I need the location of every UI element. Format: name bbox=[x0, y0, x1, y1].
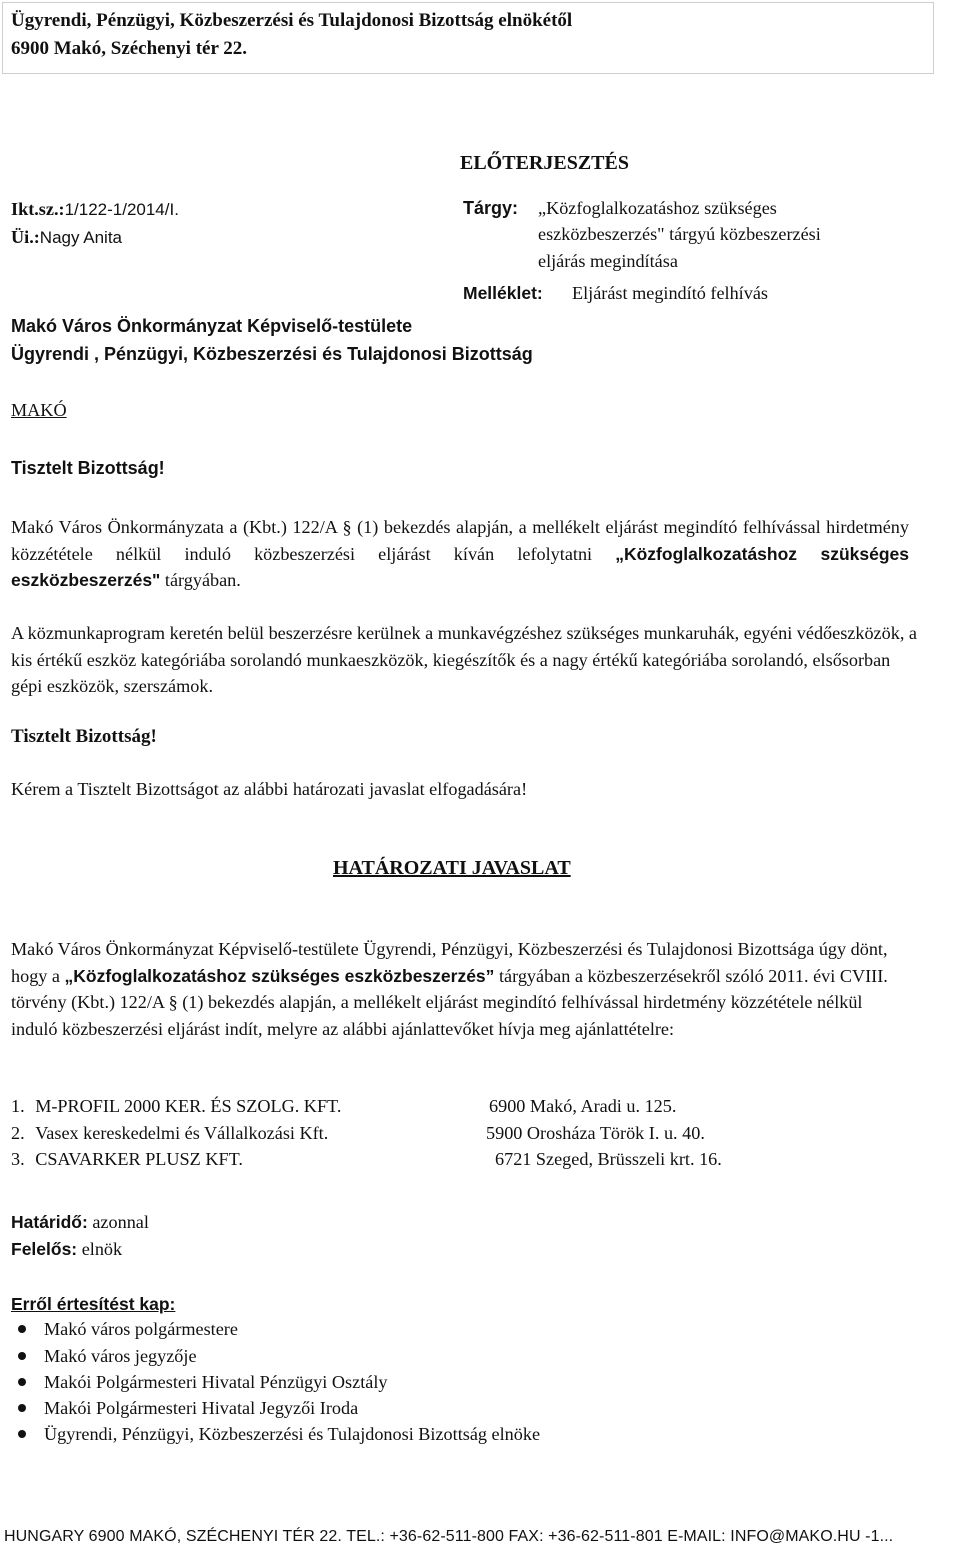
subject-line-2: eszközbeszerzés" tárgyú közbeszerzési bbox=[538, 224, 821, 244]
bidder-number: 1. bbox=[11, 1096, 25, 1116]
greeting-first: Tisztelt Bizottság! bbox=[11, 458, 165, 478]
document-type-title: ELŐTERJESZTÉS bbox=[460, 152, 629, 174]
reference-number-label: Ikt.sz.: bbox=[11, 199, 65, 219]
letterhead-address: 6900 Makó, Széchenyi tér 22. bbox=[11, 38, 248, 59]
addressee-city: MAKÓ bbox=[11, 400, 67, 420]
notification-title: Erről értesítést kap: bbox=[11, 1294, 176, 1314]
bullet-icon bbox=[18, 1430, 26, 1438]
notification-item bbox=[18, 1424, 540, 1445]
addressee-committee: Ügyrendi , Pénzügyi, Közbeszerzési és Tulajdonosi Bizottság bbox=[11, 344, 533, 364]
letterhead-sender: Ügyrendi, Pénzügyi, Közbeszerzési és Tulajdonosi Bizottság elnökétől bbox=[11, 10, 573, 31]
case-handler-label: Üi.: bbox=[11, 227, 40, 247]
responsible-label: Felelős: bbox=[11, 1239, 78, 1259]
resolution-paragraph bbox=[11, 936, 909, 1042]
request-sentence: Kérem a Tisztelt Bizottságot az alábbi határozati javaslat elfogadására! bbox=[11, 779, 528, 799]
bidder-address: 6900 Makó, Aradi u. 125. bbox=[489, 1096, 677, 1116]
addressee-council: Makó Város Önkormányzat Képviselő-testülete bbox=[11, 316, 413, 336]
notification-recipient: Makó város polgármestere bbox=[44, 1319, 238, 1339]
deadline-value: azonnal bbox=[92, 1212, 149, 1232]
reference-number bbox=[11, 199, 179, 220]
resolution-text-a: Makó Város Önkormányzat Képviselő-testülete Ügyrendi, Pénzügyi, Közbeszerzési és Tulajdonosi Bizottsága úgy dönt, hogy a bbox=[11, 939, 888, 986]
intro-procurement-title: „Közfoglalkozatáshoz szükséges eszközbeszerzés" bbox=[11, 543, 909, 590]
notification-item bbox=[18, 1398, 358, 1419]
intro-text-a: Makó Város Önkormányzata a (Kbt.) 122/A bbox=[11, 517, 337, 537]
bidder-item bbox=[11, 1123, 705, 1144]
resolution-text-b: tárgyában a közbeszerzésekről szóló 2011. évi CVIII. törvény (Kbt.) 122/A bbox=[11, 965, 888, 1012]
subject-line-3: eljárás megindítása bbox=[538, 251, 678, 271]
resolution-title: HATÁROZATI JAVASLAT bbox=[333, 857, 571, 879]
page-footer: HUNGARY 6900 MAKÓ, SZÉCHENYI TÉR 22. TEL.: +36-62-511-800 FAX: +36-62-511-801 E-MAIL: INFO@MAKO.HU -1... bbox=[4, 1528, 894, 1545]
bullet-icon bbox=[18, 1378, 26, 1386]
attachment-value: Eljárást megindító felhívás bbox=[572, 283, 768, 303]
resolution-text-c: (1) bekezdés alapján, a mellékelt eljárást megindító felhívással hirdetmény közzététele nélkül induló közbeszerzési eljárást indít, melyre az alábbi ajánlattevőket hívja meg ajánlattételre: bbox=[11, 992, 863, 1039]
bidder-name: Vasex kereskedelmi és Vállalkozási Kft. bbox=[35, 1123, 329, 1143]
bidder-address: 5900 Orosháza Török I. u. 40. bbox=[486, 1123, 705, 1143]
letterhead-box bbox=[2, 2, 934, 74]
reference-number-value: 1/122-1/2014/I. bbox=[64, 200, 179, 219]
notification-recipient: Makó város jegyzője bbox=[44, 1346, 197, 1366]
case-handler-value: Nagy Anita bbox=[39, 228, 123, 247]
attachment-label: Melléklet: bbox=[463, 283, 543, 303]
bullet-icon bbox=[18, 1404, 26, 1412]
greeting-second: Tisztelt Bizottság! bbox=[11, 726, 157, 747]
notification-item bbox=[18, 1346, 197, 1367]
subject-label: Tárgy: bbox=[463, 198, 519, 218]
bidder-number: 2. bbox=[11, 1123, 25, 1143]
bidder-item bbox=[11, 1096, 677, 1117]
bidder-address: 6721 Szeged, Brüsszeli krt. 16. bbox=[495, 1149, 722, 1169]
bidder-name: CSAVARKER PLUSZ KFT. bbox=[35, 1149, 243, 1169]
intro-text-b: (1) bekezdés alapján, a mellékelt eljárást megindító felhívással hirdetmény közzététele nélkül induló közbeszerzési eljárást kíván lefolytatni bbox=[11, 517, 909, 564]
intro-paragraph bbox=[11, 514, 909, 594]
program-paragraph: A közmunkaprogram keretén belül beszerzésre kerülnek a munkavégzéshez szükséges munkaruhák, egyéni védőeszközök, a kis értékű eszköz kategóriába sorolandó munkaeszközök, kiegészítők és a nagy értékű kategóriába sorolandó, elsősorban gépi eszközök, szerszámok. bbox=[11, 623, 917, 696]
bidder-item bbox=[11, 1149, 722, 1170]
case-handler bbox=[11, 227, 122, 248]
notification-recipient: Ügyrendi, Pénzügyi, Közbeszerzési és Tulajdonosi Bizottság elnöke bbox=[44, 1424, 541, 1444]
deadline bbox=[11, 1212, 149, 1233]
notification-recipient: Makói Polgármesteri Hivatal Pénzügyi Osztály bbox=[44, 1372, 388, 1392]
bullet-icon bbox=[18, 1325, 26, 1333]
subject-line-1: „Közfoglalkozatáshoz szükséges bbox=[538, 198, 777, 218]
bidder-name: M-PROFIL 2000 KER. ÉS SZOLG. KFT. bbox=[35, 1096, 342, 1116]
notification-item bbox=[18, 1319, 238, 1340]
bullet-icon bbox=[18, 1352, 26, 1360]
resolution-section-mark: § bbox=[168, 992, 178, 1012]
resolution-procurement-title: „Közfoglalkozatáshoz szükséges eszközbeszerzés” bbox=[64, 965, 495, 986]
responsible-value: elnök bbox=[81, 1239, 123, 1259]
notification-item bbox=[18, 1372, 387, 1393]
section-mark: § bbox=[342, 517, 352, 537]
intro-text-c: tárgyában. bbox=[164, 570, 241, 590]
deadline-label: Határidő: bbox=[11, 1212, 88, 1232]
notification-recipient: Makói Polgármesteri Hivatal Jegyzői Iroda bbox=[44, 1398, 359, 1418]
bidder-number: 3. bbox=[11, 1149, 25, 1169]
responsible bbox=[11, 1239, 122, 1260]
